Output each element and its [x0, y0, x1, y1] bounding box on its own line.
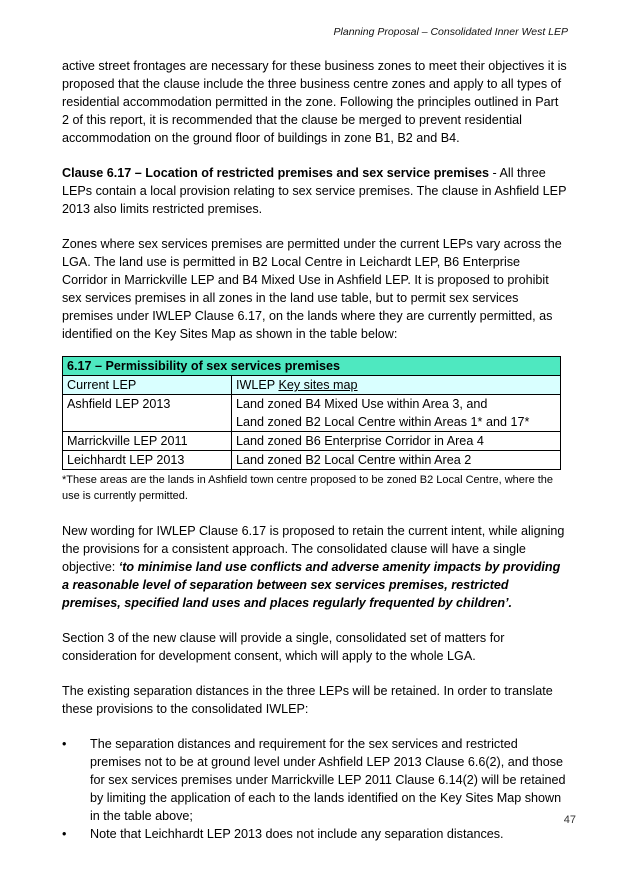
- column-header-iwlep: [232, 376, 561, 395]
- bullet-icon: •: [62, 827, 67, 841]
- key-sites-map-link[interactable]: Key sites map: [278, 378, 358, 392]
- paragraph-section-3: Section 3 of the new clause will provide a single, consolidated set of matters for consideration for development consent, which will apply to the whole LGA.: [62, 631, 505, 663]
- list-item-text: Note that Leichhardt LEP 2013 does not include any separation distances.: [90, 827, 504, 841]
- paragraph-zones: Zones where sex services premises are permitted under the current LEPs vary across the LGA. The land use is permitted in B2 Local Centre in Leichardt LEP, B6 Enterprise Corridor in Marrickville LEP and B4 Mixed Use in Ashfield LEP. It is proposed to prohibit sex services premises in all zones in the land use table, but to permit sex services premises under IWLEP Clause 6.17, on the lands where they are currently permitted, as identified on the Key Sites Map as shown in the table below:: [62, 237, 562, 341]
- table-cell-lep: Leichhardt LEP 2013: [63, 451, 232, 470]
- table-cell-land-line: Land zoned B4 Mixed Use within Area 3, and: [236, 397, 488, 411]
- list-item: [62, 825, 568, 843]
- paragraph-new-wording: [62, 522, 568, 612]
- table-row: [63, 395, 561, 432]
- document-body: [62, 57, 568, 843]
- column-header-current-lep: Current LEP: [63, 376, 232, 395]
- permissibility-table: [62, 356, 561, 470]
- table-row: [63, 432, 561, 451]
- table-cell-land: Land zoned B6 Enterprise Corridor in Area 4: [232, 432, 561, 451]
- objective-quote: ‘to minimise land use conflicts and adverse amenity impacts by providing a reasonable level of separation between sex services premises, restricted premises, specified land uses and places regularly frequented by children’.: [62, 560, 561, 610]
- running-header: Planning Proposal – Consolidated Inner West LEP: [333, 26, 568, 38]
- table-cell-lep: Marrickville LEP 2011: [63, 432, 232, 451]
- clause-text: - All three LEPs contain a local provision relating to sex service premises. The clause in Ashfield LEP 2013 also limits restricted premises.: [62, 166, 567, 216]
- bullet-list: [62, 735, 568, 843]
- paragraph-active-frontages: active street frontages are necessary for these business zones to meet their objectives it is proposed that the clause include the three business centre zones and apply to all types of residential accommodation permitted in the zone. Following the principles outlined in Part 2 of this report, it is recommended that the clause be merged to prevent residential accommodation on the ground floor of buildings in zone B1, B2 and B4.: [62, 59, 567, 145]
- table-row: [63, 451, 561, 470]
- table-cell-land-line: Land zoned B2 Local Centre within Areas 1* and 17*: [236, 415, 530, 429]
- paragraph-separation: The existing separation distances in the three LEPs will be retained. In order to translate these provisions to the consolidated IWLEP:: [62, 684, 553, 716]
- paragraph-clause-6-17: [62, 164, 568, 218]
- bullet-icon: •: [62, 737, 67, 751]
- clause-heading: Clause 6.17 – Location of restricted premises and sex service premises: [62, 166, 489, 180]
- page-number: 47: [563, 814, 576, 826]
- table-cell-land: [232, 395, 561, 432]
- new-wording-text: New wording for IWLEP Clause 6.17 is proposed to retain the current intent, while aligning the provisions for a consistent approach. The consolidated clause will have a single objective:: [62, 524, 565, 574]
- table-header-row: [63, 376, 561, 395]
- table-title: 6.17 – Permissibility of sex services premises: [63, 357, 561, 376]
- table-cell-lep: Ashfield LEP 2013: [63, 395, 232, 432]
- table-footnote: *These areas are the lands in Ashfield town centre proposed to be zoned B2 Local Centre, where the use is currently permitted.: [62, 474, 554, 502]
- column-header-prefix: IWLEP: [236, 378, 279, 392]
- table-cell-land: Land zoned B2 Local Centre within Area 2: [232, 451, 561, 470]
- list-item-text: The separation distances and requirement for the sex services and restricted premises not to be at ground level under Ashfield LEP 2013 Clause 6.6(2), and those for sex services premises under Marrickville LEP 2011 Clause 6.14(2) will be retained by limiting the application of each to the lands identified on the Key Sites Map shown in the table above;: [90, 737, 566, 823]
- list-item: [62, 735, 568, 825]
